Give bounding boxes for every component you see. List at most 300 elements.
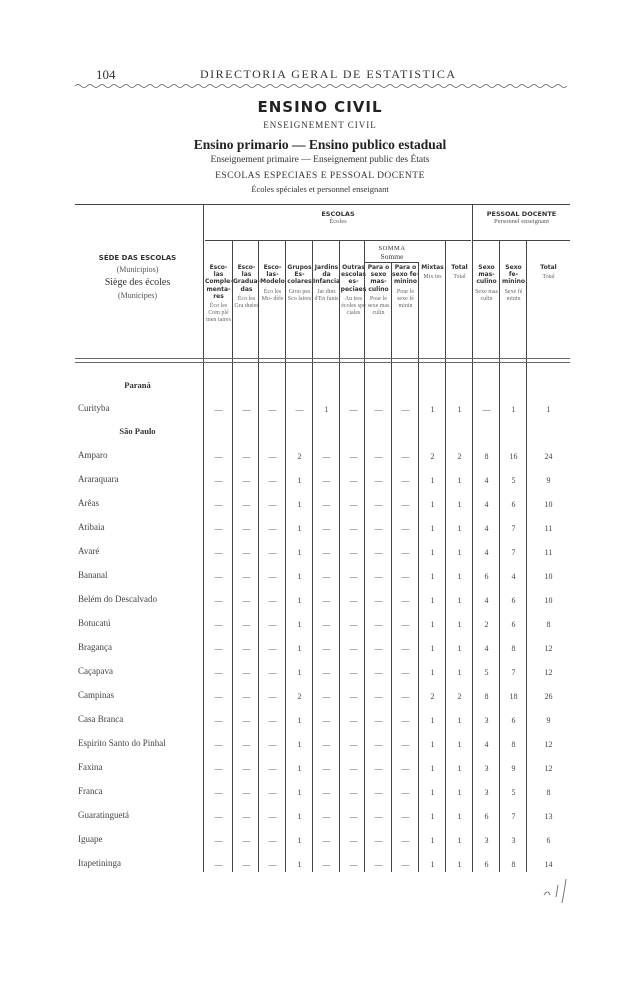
table-cell: 12 [544,740,553,749]
table-cell: — [214,668,223,677]
municipio-name: Curityba [78,403,110,413]
table-cell: — [214,836,223,845]
table-cell: 1 [511,405,516,414]
table-cell: — [322,668,331,677]
table-cell: 12 [544,764,553,773]
table-cell: — [242,548,251,557]
column-header-fr: Éco les Gra duées [234,295,259,310]
table-cell: 12 [544,668,553,677]
table-cell: 1 [430,405,435,414]
table-cell: 4 [484,500,489,509]
municipio-name: Itapetininga [78,858,121,868]
table-cell: — [401,812,410,821]
table-cell: — [214,716,223,725]
column-header-11 [473,264,500,303]
municipio-name: Iguape [78,834,103,844]
table-cell: 8 [484,452,489,461]
table-cell: 18 [509,692,518,701]
table-cell: — [401,620,410,629]
table-cell: — [349,860,358,869]
table-cell: — [374,788,383,797]
column-header-2 [233,264,260,310]
municipio-name: Araraquara [78,474,119,484]
table-cell: — [374,860,383,869]
table-cell: 1 [457,716,462,725]
table-cell: — [401,692,410,701]
table-cell: — [214,644,223,653]
column-rule [364,262,365,872]
table-cell: — [322,716,331,725]
table-cell: — [268,405,277,414]
table-cell: — [401,500,410,509]
column-header-pt: Grupos Es- colares [287,264,312,286]
table-cell: 1 [430,740,435,749]
table-cell: 1 [457,668,462,677]
table-cell: — [242,452,251,461]
table-cell: — [242,764,251,773]
table-cell: 9 [511,764,516,773]
subtitle-fr: Enseignement primaire — Enseignement public des États [210,155,430,165]
column-header-pt: Esco- las- Modelo [260,264,285,286]
table-cell: — [374,452,383,461]
table-cell: 1 [297,596,302,605]
table-cell: — [268,596,277,605]
table-cell: — [349,716,358,725]
table-cell: — [401,524,410,533]
table-cell: 1 [457,524,462,533]
municipio-name: Amparo [78,450,108,460]
data-table [75,200,570,872]
table-cell: — [349,524,358,533]
table-cell: 1 [430,476,435,485]
table-cell: — [401,740,410,749]
sede-header-pt-sub: (Municipios) [116,265,159,274]
column-rule [364,240,365,262]
subtitle: Ensino primario — Ensino publico estadual [193,137,447,152]
table-cell: — [374,644,383,653]
table-cell: 2 [457,692,462,701]
table-cell: — [242,500,251,509]
sede-header-fr-sub: (Municipes) [117,291,158,300]
table-cell: 1 [457,812,462,821]
running-title: DIRECTORIA GERAL DE ESTATISTICA [200,67,457,81]
table-cell: — [322,500,331,509]
municipio-name: Franca [78,786,103,796]
table-cell: — [374,572,383,581]
table-cell: — [374,668,383,677]
table-cell: 6 [484,572,489,581]
table-cell: — [374,405,383,414]
table-cell: — [349,452,358,461]
table-cell: — [349,812,358,821]
table-cell: — [214,548,223,557]
table-cell: 8 [511,740,516,749]
table-cell: — [401,716,410,725]
table-cell: — [482,405,491,414]
table-cell: 4 [484,476,489,485]
table-cell: 1 [430,524,435,533]
column-header-fr: Éco les Com plé men taires [206,303,231,324]
table-cell: — [349,572,358,581]
column-header-13 [527,264,570,281]
table-cell: 1 [297,764,302,773]
table-cell: — [242,644,251,653]
table-cell: — [322,548,331,557]
table-cell: — [242,812,251,821]
municipio-name: Avaré [78,546,100,556]
table-cell: 1 [457,596,462,605]
table-cell: 1 [297,668,302,677]
table-cell: 1 [457,740,462,749]
table-cell: — [268,716,277,725]
column-header-10 [446,264,473,281]
table-cell: — [349,476,358,485]
table-cell: — [374,740,383,749]
table-cell: 1 [457,764,462,773]
table-cell: — [322,860,331,869]
table-cell: 2 [297,692,302,701]
table-cell: — [242,668,251,677]
table-cell: 10 [544,500,553,509]
table-cell: — [268,620,277,629]
escolas-rule [205,240,471,241]
table-cell: 1 [297,836,302,845]
table-cell: — [401,836,410,845]
table-cell: — [349,692,358,701]
table-cell: — [322,476,331,485]
table-cell: 12 [544,644,553,653]
table-cell: — [242,716,251,725]
state-heading: São Paulo [119,426,156,436]
table-cell: — [401,764,410,773]
section-title-fr: Écoles spéciales et personnel enseignant [251,184,389,194]
table-cell: 16 [509,452,518,461]
table-cell: — [322,740,331,749]
table-cell: 1 [430,836,435,845]
column-rule [418,262,419,872]
sede-header [75,254,200,300]
table-cell: — [322,692,331,701]
table-cell: — [214,740,223,749]
table-cell: — [214,596,223,605]
table-cell: 5 [511,788,516,797]
table-cell: 8 [511,860,516,869]
table-cell: 4 [484,524,489,533]
column-header-pt: Esco- las Comple- menta- res [205,264,233,300]
table-cell: 1 [457,572,462,581]
table-cell: — [349,405,358,414]
column-header-5 [313,264,340,303]
section-title: ESCOLAS ESPECIAES E PESSOAL DOCENTE [215,171,425,181]
table-cell: — [374,524,383,533]
table-cell: 1 [297,860,302,869]
table-cell: 2 [430,452,435,461]
table-cell: 11 [544,524,553,533]
table-cell: 1 [457,548,462,557]
table-cell: — [349,500,358,509]
sede-header-pt: SÉDE DAS ESCOLAS [98,254,177,262]
table-cell: 1 [297,620,302,629]
somma-label-fr: Somme [380,252,404,261]
table-cell: — [268,644,277,653]
table-cell: 7 [511,548,516,557]
table-cell: 1 [297,740,302,749]
table-cell: — [268,548,277,557]
table-cell: — [374,620,383,629]
column-header-8 [392,264,419,310]
municipio-name: Campinas [78,690,114,700]
table-cell: 1 [297,500,302,509]
table-cell: — [401,644,410,653]
table-cell: — [214,788,223,797]
table-cell: 1 [430,572,435,581]
table-cell: 1 [457,644,462,653]
table-cell: 1 [297,572,302,581]
table-cell: 1 [430,668,435,677]
table-cell: — [401,860,410,869]
somma-group-header [365,245,419,261]
table-cell: 1 [430,788,435,797]
column-header-1 [205,264,232,325]
municipio-name: Caçapava [78,666,113,676]
column-header-pt: Total [540,264,557,271]
table-cell: 1 [430,620,435,629]
table-cell: 1 [546,405,551,414]
table-cell: — [349,740,358,749]
table-cell: — [401,668,410,677]
column-header-pt: Para o sexo fe- minino [392,264,419,286]
table-cell: — [374,548,383,557]
table-cell: 11 [544,548,553,557]
table-cell: 6 [511,620,516,629]
table-cell: — [322,788,331,797]
table-cell: — [374,836,383,845]
table-cell: — [401,788,410,797]
table-cell: 1 [297,644,302,653]
column-header-fr: Sexe mas culin [475,288,498,302]
table-cell: — [214,620,223,629]
municipio-name: Botucatú [78,618,111,628]
table-cell: 1 [430,500,435,509]
somma-label: SOMMA [378,245,406,252]
table-cell: 6 [511,500,516,509]
column-header-9 [419,264,446,281]
column-header-6 [340,264,367,317]
table-cell: 1 [430,596,435,605]
table-cell: 3 [484,764,489,773]
table-cell: 1 [430,716,435,725]
table-cell: 1 [297,524,302,533]
municipio-name: Bragança [78,642,112,652]
table-cell: 7 [511,524,516,533]
sede-header-fr: Siège des écoles [104,277,171,288]
table-cell: — [268,764,277,773]
table-cell: 1 [297,476,302,485]
table-cell: — [349,764,358,773]
table-cell: — [268,572,277,581]
table-cell: — [214,524,223,533]
table-cell: — [268,860,277,869]
table-cell: — [214,452,223,461]
table-cell: — [242,476,251,485]
column-header-fr: Mix tes [423,274,442,281]
table-cell: — [295,405,304,414]
main-title: ENSINO CIVIL [257,98,383,116]
column-header-pt: Jardins da Infancia [313,264,341,286]
municipio-name: Casa Branca [78,714,124,724]
table-cell: 10 [544,596,553,605]
table-cell: — [242,596,251,605]
table-cell: — [349,788,358,797]
municipio-name: Bananal [78,570,108,580]
table-cell: 1 [297,548,302,557]
table-cell: 4 [484,740,489,749]
table-cell: — [242,692,251,701]
column-header-12 [500,264,527,303]
table-cell: — [374,812,383,821]
table-cell: — [401,452,410,461]
column-header-fr: Au tres écoles spé ciales [341,295,366,317]
table-cell: 4 [484,596,489,605]
escolas-group-header [205,210,471,226]
table-cell: — [242,405,251,414]
column-header-pt: Total [451,264,468,271]
table-cell: — [214,572,223,581]
page-header [0,67,640,87]
table-cell: 1 [457,500,462,509]
column-header-fr: Éco les Mo- dèle [261,288,284,302]
table-cell: 4 [484,548,489,557]
table-cell: — [401,476,410,485]
table-cell: 4 [484,644,489,653]
table-cell: — [242,836,251,845]
table-cell: 3 [511,836,516,845]
table-cell: — [349,668,358,677]
table-cell: 6 [511,596,516,605]
column-header-fr: Pour le sexe mas culin [367,295,390,317]
table-cell: 13 [544,812,553,821]
table-cell: — [349,548,358,557]
table-cell: 1 [297,812,302,821]
table-cell: — [401,572,410,581]
table-cell: — [268,836,277,845]
table-cell: — [322,644,331,653]
table-cell: — [242,740,251,749]
pessoal-group-header [473,210,570,226]
table-cell: — [214,405,223,414]
table-cell: — [322,524,331,533]
table-cell: — [401,596,410,605]
table-cell: — [322,764,331,773]
table-cell: 26 [544,692,553,701]
municipio-name: Belém do Descalvado [78,594,157,604]
municipio-name: Espirito Santo do Pinhal [78,738,166,748]
table-cell: — [349,644,358,653]
table-cell: 6 [484,812,489,821]
table-cell: — [214,812,223,821]
pessoal-label: PESSOAL DOCENTE [486,210,557,218]
table-cell: — [401,405,410,414]
table-cell: 1 [457,860,462,869]
column-header-4 [286,264,313,303]
table-cell: — [268,788,277,797]
handwritten-mark [540,875,580,905]
header-double-rule [75,358,570,363]
column-header-pt: Outras escolas es- peciaes [340,264,367,293]
wavy-rule [75,83,570,89]
table-cell: 1 [457,476,462,485]
table-cell: 1 [297,788,302,797]
table-cell: — [214,764,223,773]
table-cell: — [374,500,383,509]
municipio-name: Atibaia [78,522,105,532]
table-cell: — [322,812,331,821]
column-header-fr: Total [542,274,555,281]
table-cell: — [242,620,251,629]
pessoal-label-fr: Personnel enseignant [493,218,550,225]
table-cell: — [214,692,223,701]
table-cell: — [322,452,331,461]
table-cell: — [374,692,383,701]
table-cell: 4 [511,572,516,581]
table-cell: — [268,812,277,821]
table-cell: — [322,572,331,581]
table-cell: — [374,596,383,605]
table-cell: 1 [430,644,435,653]
table-cell: — [349,836,358,845]
table-cell: — [242,524,251,533]
table-cell: — [374,716,383,725]
table-cell: 3 [484,788,489,797]
table-cell: 1 [430,764,435,773]
column-rule [391,262,392,872]
table-cell: — [349,620,358,629]
escolas-label: ESCOLAS [321,210,355,218]
table-cell: — [268,740,277,749]
table-cell: — [268,476,277,485]
table-cell: 6 [511,716,516,725]
table-cell: — [242,572,251,581]
table-cell: 10 [544,572,553,581]
table-cell: 1 [457,788,462,797]
table-cell: — [268,452,277,461]
main-title-fr: ENSEIGNEMENT CIVIL [263,120,377,130]
column-header-fr: Grou pes Sco laires [287,288,312,302]
table-cell: — [374,476,383,485]
table-cell: — [214,500,223,509]
table-cell: 8 [511,644,516,653]
table-cell: 1 [457,405,462,414]
table-top-rule [75,204,570,205]
table-cell: — [322,620,331,629]
table-cell: 14 [544,860,553,869]
municipio-name: Guaratinguetá [78,810,129,820]
pessoal-rule [473,240,570,241]
table-cell: 1 [324,405,329,414]
column-header-pt: Para o sexo mas- culino [367,264,390,293]
table-cell: — [349,596,358,605]
table-cell: — [374,764,383,773]
page-number: 104 [96,67,116,82]
table-cell: — [268,500,277,509]
table-cell: — [401,548,410,557]
escolas-label-fr: Écoles [329,218,347,225]
column-header-pt: Esco- las Gradua- das [233,264,261,293]
table-cell: 8 [546,788,551,797]
table-cell: 2 [457,452,462,461]
column-header-pt: Sexo mas- culino [476,264,497,286]
table-cell: — [268,668,277,677]
